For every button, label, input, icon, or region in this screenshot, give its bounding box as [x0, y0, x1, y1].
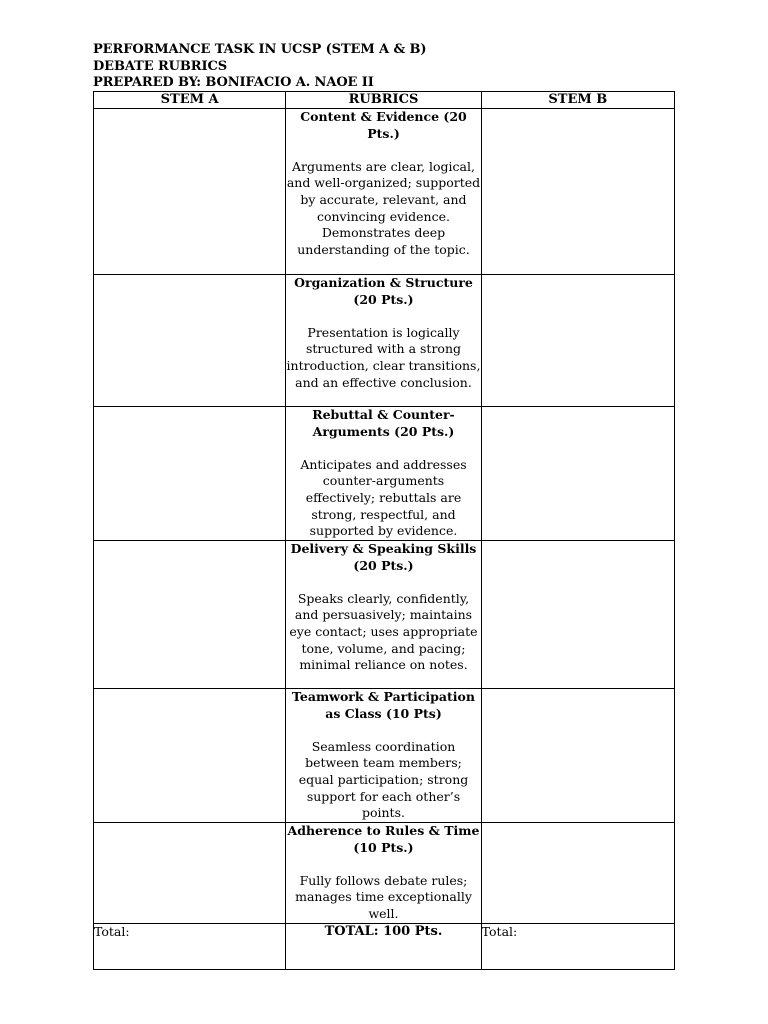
rubric-criterion	[286, 275, 481, 407]
column-header-stem-a: STEM A	[94, 92, 286, 109]
criterion-description: Anticipates and addresses counter-arguments effectively; rebuttals are strong, respectful, and supported by evidence.	[300, 456, 467, 539]
document-header	[93, 42, 426, 92]
column-header-stem-b: STEM B	[481, 92, 674, 109]
criterion-description: Arguments are clear, logical, and well-organized; supported by accurate, relevant, and convincing evidence. Demonstrates deep understanding of the topic.	[286, 158, 481, 257]
stem-b-score-cell[interactable]	[481, 275, 674, 407]
criterion-title: Adherence to Rules & Time (10 Pts.)	[287, 823, 480, 855]
criterion-title: Organization & Structure (20 Pts.)	[294, 275, 473, 307]
stem-b-score-cell[interactable]	[481, 407, 674, 541]
rubric-criterion	[286, 689, 481, 823]
rubric-table	[93, 91, 675, 970]
table-row	[94, 407, 675, 541]
stem-a-score-cell[interactable]	[94, 275, 286, 407]
total-row	[94, 923, 675, 969]
criterion-description: Speaks clearly, confidently, and persuasively; maintains eye contact; uses appropriate tone, volume, and pacing; minimal reliance on notes.	[289, 590, 478, 673]
table-header-row	[94, 92, 675, 109]
column-header-rubrics: RUBRICS	[286, 92, 481, 109]
table-row	[94, 275, 675, 407]
criterion-description: Presentation is logically structured with a strong introduction, clear transitions, and an effective conclusion.	[286, 324, 481, 390]
stem-b-score-cell[interactable]	[481, 823, 674, 924]
rubric-criterion	[286, 541, 481, 689]
criterion-title: Delivery & Speaking Skills (20 Pts.)	[290, 541, 477, 573]
rubric-criterion	[286, 407, 481, 541]
table-row	[94, 541, 675, 689]
criterion-description: Seamless coordination between team members; equal participation; strong support for each other’s points.	[298, 738, 469, 821]
header-title: PERFORMANCE TASK IN UCSP (STEM A & B)	[93, 42, 427, 57]
stem-a-score-cell[interactable]	[94, 823, 286, 924]
stem-a-score-cell[interactable]	[94, 689, 286, 823]
stem-b-total-label[interactable]: Total:	[481, 923, 674, 969]
rubric-criterion	[286, 823, 481, 924]
stem-b-score-cell[interactable]	[481, 109, 674, 275]
table-row	[94, 823, 675, 924]
table-row	[94, 689, 675, 823]
stem-a-score-cell[interactable]	[94, 109, 286, 275]
rubric-criterion	[286, 109, 481, 275]
stem-a-total-label[interactable]: Total:	[94, 923, 286, 969]
header-author: PREPARED BY: BONIFACIO A. NAOE II	[93, 75, 374, 90]
stem-a-score-cell[interactable]	[94, 541, 286, 689]
criterion-title: Content & Evidence (20 Pts.)	[300, 109, 467, 141]
criterion-title: Teamwork & Participation as Class (10 Pts)	[292, 689, 475, 721]
rubric-total: TOTAL: 100 Pts.	[286, 923, 481, 969]
criterion-description: Fully follows debate rules; manages time exceptionally well.	[295, 872, 472, 921]
stem-b-score-cell[interactable]	[481, 541, 674, 689]
table-row	[94, 109, 675, 275]
criterion-title: Rebuttal & Counter-Arguments (20 Pts.)	[312, 407, 455, 439]
stem-b-score-cell[interactable]	[481, 689, 674, 823]
header-subtitle: DEBATE RUBRICS	[93, 58, 228, 74]
stem-a-score-cell[interactable]	[94, 407, 286, 541]
